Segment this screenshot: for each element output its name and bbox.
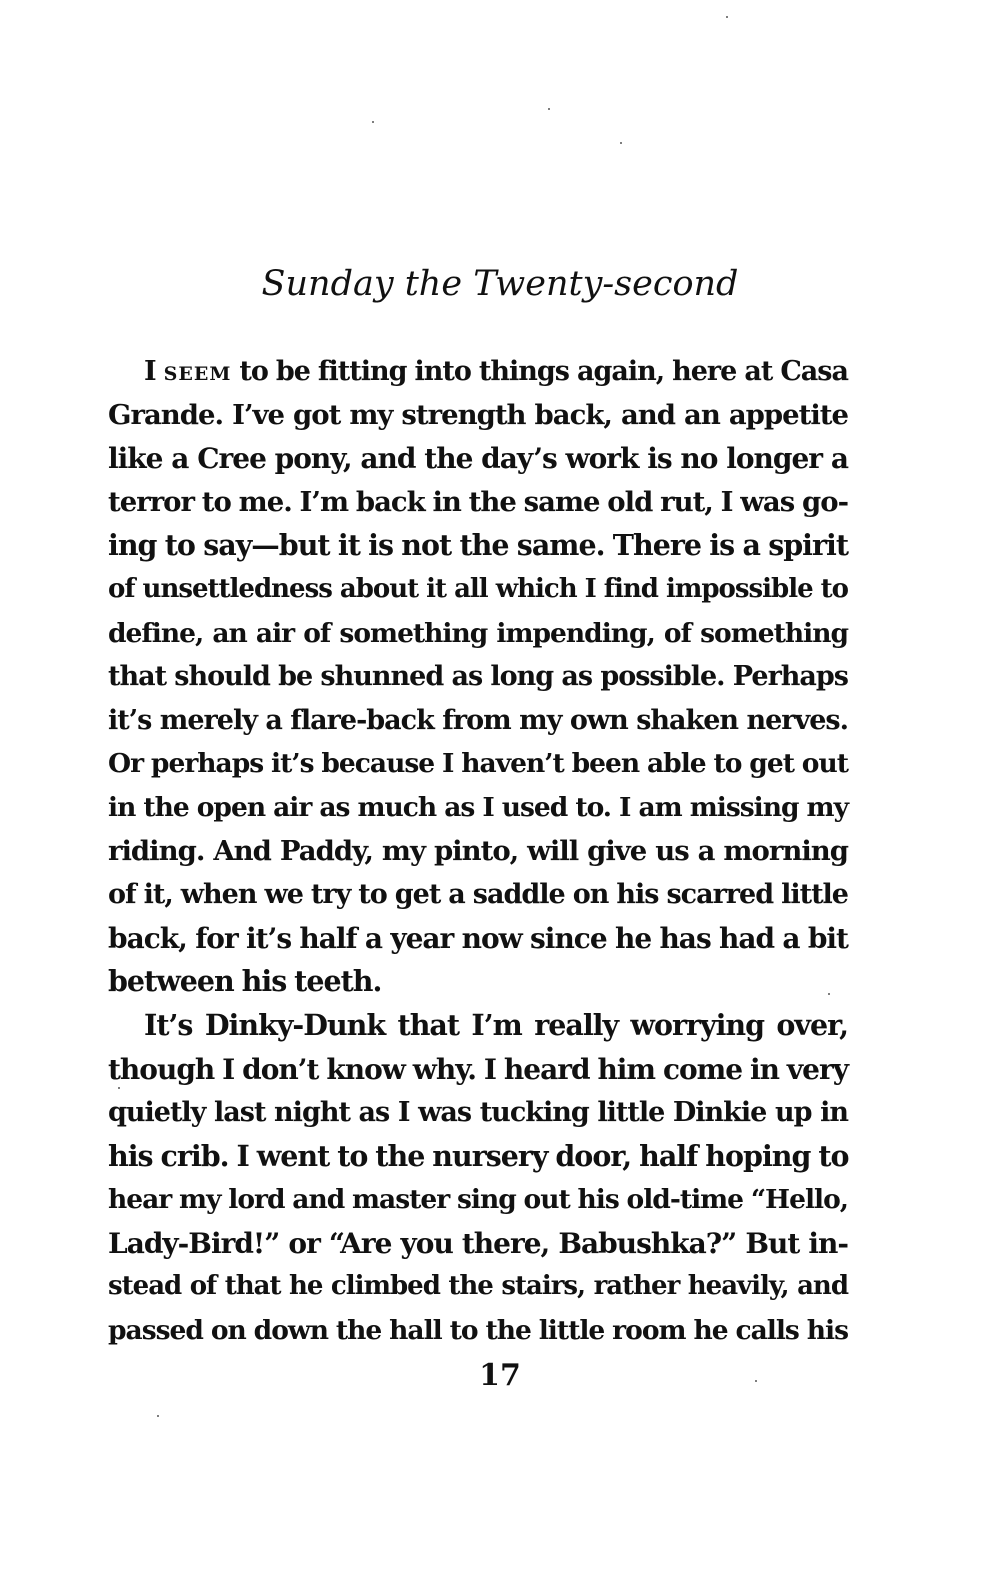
text-line: riding. And Paddy, my pinto, will give us a morning (108, 834, 848, 867)
page-number: 17 (479, 1358, 521, 1393)
scan-speck (620, 142, 622, 144)
small-caps-word: seem (163, 356, 232, 387)
text-line: of unsettledness about it all which I find impossible to (108, 573, 848, 604)
text-line: It’s Dinky-Dunk that I’m really worrying over, (144, 1007, 848, 1042)
text-line: define, an air of something impending, of something (108, 617, 848, 649)
text-line: ing to say—but it is not the same. There is a spirit (108, 528, 848, 563)
chapter-title: Sunday the Twenty-second (261, 264, 739, 304)
text-line: hear my lord and master sing out his old-time “Hello, (108, 1184, 848, 1216)
text-line: Lady-Bird!” or “Are you there, Babushka?” But in- (108, 1226, 848, 1260)
text-line: passed on down the hall to the little room he calls his (108, 1315, 848, 1347)
scan-speck (157, 1415, 159, 1417)
text-line: it’s merely a flare-back from my own shaken nerves. (108, 704, 848, 736)
lead-word: I (144, 356, 156, 387)
scan-speck (828, 993, 830, 995)
text-line: between his teeth. (108, 964, 382, 999)
text-line: Or perhaps it’s because I haven’t been able to get out (108, 748, 848, 780)
text-line: Grande. I’ve got my strength back, and an appetite (108, 398, 848, 431)
text-line: terror to me. I’m back in the same old rut, I was go- (108, 485, 848, 518)
scan-speck (372, 121, 374, 123)
text-line: that should be shunned as long as possible. Perhaps (108, 661, 848, 693)
text-line: though I don’t know why. I heard him come in very (108, 1052, 848, 1086)
text-line: in the open air as much as I used to. I am missing my (108, 791, 848, 823)
text-line: his crib. I went to the nursery door, half hoping to (108, 1138, 849, 1173)
text-line: stead of that he climbed the stairs, rather heavily, and (108, 1271, 848, 1302)
paragraph-2 (108, 1004, 848, 1353)
scan-speck (548, 108, 550, 110)
text-line: I seem to be fitting into things again, here at Casa (144, 356, 848, 387)
scan-speck (118, 1087, 120, 1089)
text-line: like a Cree pony, and the day’s work is no longer a (108, 442, 848, 476)
scan-speck (726, 16, 728, 18)
paragraph-1 (108, 350, 848, 1004)
body-text (108, 350, 848, 1353)
scan-speck (755, 1380, 757, 1382)
text-line: of it, when we try to get a saddle on his scarred little (108, 879, 848, 911)
text-line: quietly last night as I was tucking little Dinkie up in (108, 1097, 848, 1129)
text-line: back, for it’s half a year now since he has had a bit (108, 921, 848, 955)
